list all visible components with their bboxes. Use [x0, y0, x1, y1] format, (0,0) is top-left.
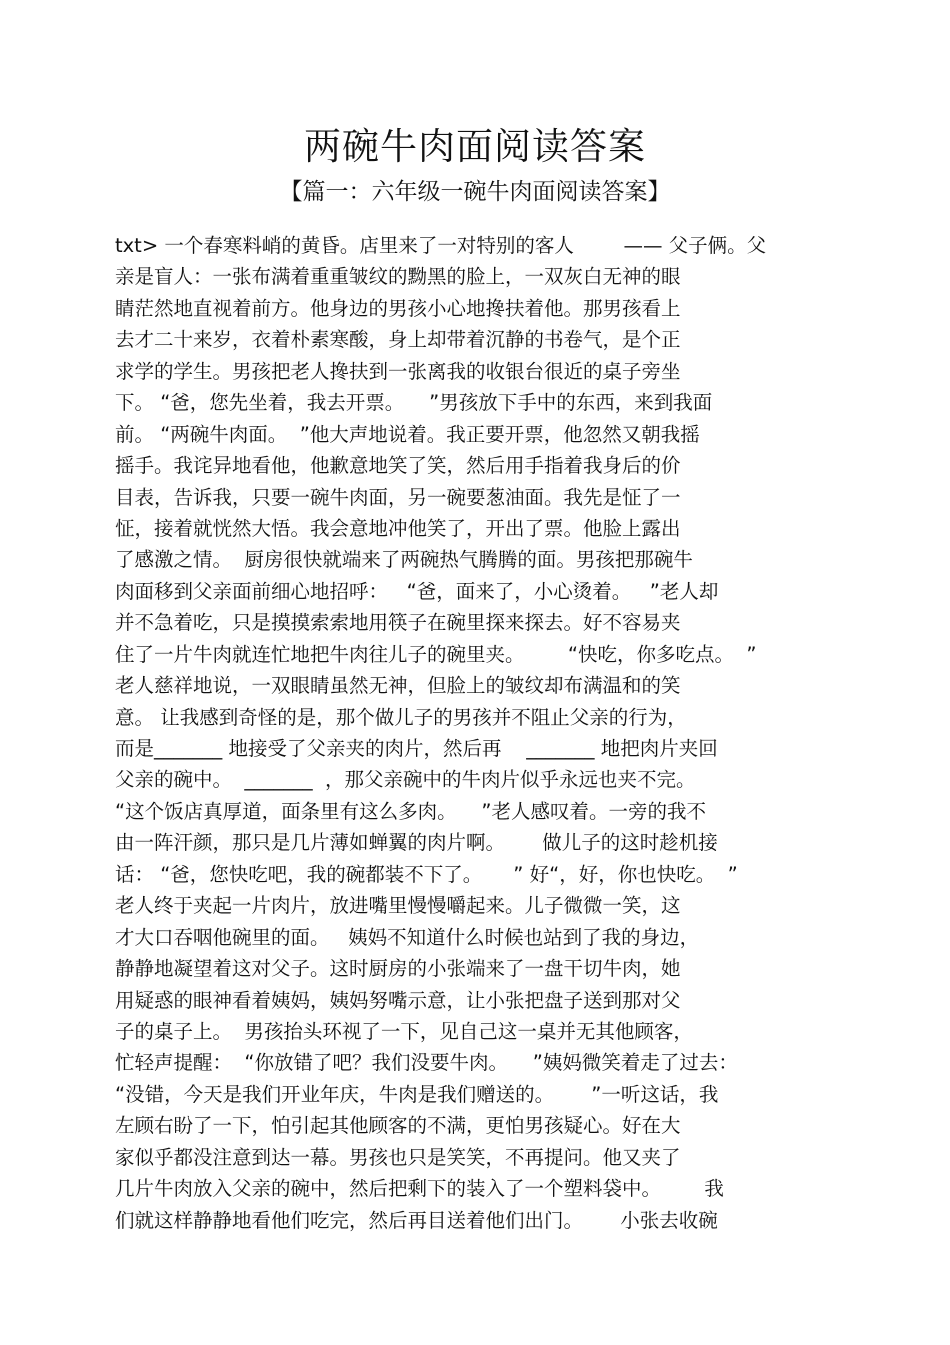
body-line: 由一阵汗颜，那只是几片薄如蝉翼的肉片啊。 做儿子的这时趁机接	[115, 831, 718, 855]
document-title: 两碗牛肉面阅读答案	[304, 125, 646, 168]
body-line: 肉面移到父亲面前细心地招呼： “爸，面来了，小心烫着。 ”老人却	[115, 579, 719, 603]
body-line: 用疑惑的眼神看着姨妈，姨妈努嘴示意，让小张把盘子送到那对父	[115, 988, 681, 1012]
body-line: 忙轻声提醒： “你放错了吧？我们没要牛肉。 ”姨妈微笑着走了过去：	[115, 1051, 738, 1075]
body-line: 左顾右盼了一下，怕引起其他顾客的不满，更怕男孩疑心。好在大	[115, 1114, 681, 1138]
body-line: 几片牛肉放入父亲的碗中，然后把剩下的装入了一个塑料袋中。 我	[115, 1177, 724, 1201]
body-line: 摇手。我诧异地看他，他歉意地笑了笑，然后用手指着我身后的价	[115, 454, 681, 478]
body-line: 家似乎都没注意到达一幕。男孩也只是笑笑，不再提问。他又夹了	[115, 1145, 681, 1169]
body-line: 去才二十来岁，衣着朴素寒酸，身上却带着沉静的书卷气，是个正	[115, 328, 681, 352]
body-line: 住了一片牛肉就连忙地把牛肉往儿子的碗里夹。 “快吃，你多吃点。 ”	[115, 642, 757, 666]
document-subtitle: 【篇一：六年级一碗牛肉面阅读答案】	[279, 179, 671, 205]
body-line: txt> 一个春寒料峭的黄昏。店里来了一对特别的客人 —— 父子俩。父	[115, 234, 767, 257]
body-line: 并不急着吃，只是摸摸索索地用筷子在碗里探来探去。好不容易夹	[115, 611, 681, 635]
body-line: 了感激之情。 厨房很快就端来了两碗热气腾腾的面。男孩把那碗牛	[115, 548, 693, 572]
body-line: “这个饭店真厚道，面条里有这么多肉。 ”老人感叹着。一旁的我不	[115, 799, 706, 823]
body-line: 求学的学生。男孩把老人搀扶到一张离我的收银台很近的桌子旁坐	[115, 359, 681, 383]
body-line: 静静地凝望着这对父子。这时厨房的小张端来了一盘干切牛肉，她	[115, 957, 681, 981]
body-line: 们就这样静静地看他们吃完，然后再目送着他们出门。 小张去收碗	[115, 1208, 718, 1232]
body-line: 子的桌子上。 男孩抬头环视了一下，见自己这一桌并无其他顾客，	[115, 1019, 693, 1043]
body-line: 下。 “爸，您先坐着，我去开票。 ”男孩放下手中的东西，来到我面	[115, 391, 713, 415]
body-line: 前。 “两碗牛肉面。 ”他大声地说着。我正要开票，他忽然又朝我摇	[115, 422, 700, 446]
body-line: 才大口吞咽他碗里的面。 姨妈不知道什么时候也站到了我的身边，	[115, 925, 700, 949]
body-line: “没错，今天是我们开业年庆，牛肉是我们赠送的。 ”一听这话，我	[115, 1082, 719, 1106]
body-line: 而是_______ 地接受了父亲夹的肉片，然后再 _______ 地把肉片夹回	[115, 737, 718, 760]
body-line: 怔，接着就恍然大悟。我会意地冲他笑了，开出了票。他脸上露出	[115, 516, 681, 540]
body-line: 话： “爸，您快吃吧，我的碗都装不下了。 ” 好“，好，你也快吃。 ”	[115, 862, 738, 886]
body-line: 老人终于夹起一片肉片，放进嘴里慢慢嚼起来。儿子微微一笑，这	[115, 894, 681, 918]
body-text	[115, 230, 835, 1236]
body-line: 目表，告诉我，只要一碗牛肉面，另一碗要葱油面。我先是怔了一	[115, 485, 681, 509]
body-line: 父亲的碗中。 _______ ，那父亲碗中的牛肉片似乎永远也夹不完。	[115, 768, 696, 792]
body-line: 睛茫然地直视着前方。他身边的男孩小心地搀扶着他。那男孩看上	[115, 296, 681, 320]
body-line: 亲是盲人：一张布满着重重皱纹的黝黑的脸上，一双灰白无神的眼	[115, 265, 681, 289]
body-line: 老人慈祥地说，一双眼睛虽然无神，但脸上的皱纹却布满温和的笑	[115, 674, 681, 698]
body-line: 意。 让我感到奇怪的是，那个做儿子的男孩并不阻止父亲的行为，	[115, 705, 687, 729]
